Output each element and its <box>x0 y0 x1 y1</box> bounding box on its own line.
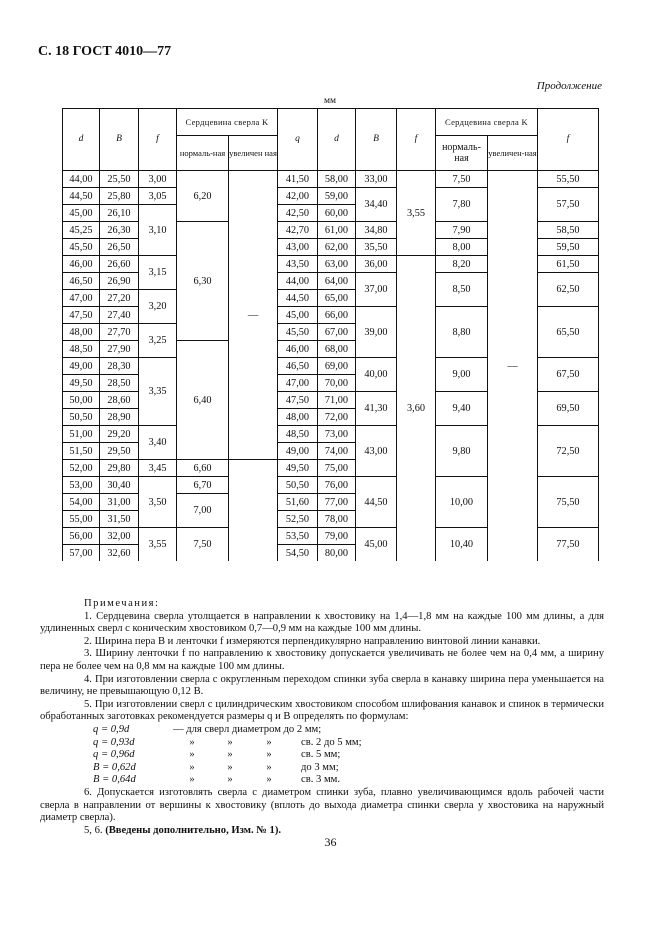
cell-f: 3,40 <box>139 426 177 460</box>
cell-f3: 55,50 <box>538 171 599 188</box>
cell-d: 56,00 <box>63 528 100 545</box>
col-q: q <box>278 109 318 171</box>
cell-d: 50,50 <box>63 409 100 426</box>
cell-q: 46,00 <box>278 341 318 358</box>
ditto-mark: » <box>227 774 233 786</box>
notes-section <box>40 598 604 837</box>
page-number: 36 <box>324 835 337 849</box>
cell-f: 3,15 <box>139 256 177 290</box>
cell-B: 28,30 <box>100 358 139 375</box>
formula-eq: B = 0,64d <box>93 774 136 786</box>
cell-d2: 68,00 <box>318 341 356 358</box>
cell-d: 52,00 <box>63 460 100 477</box>
drill-dimensions-table <box>62 108 599 561</box>
note-1: 1. Сердцевина сверла утолщается в направлении к хвостовику на 1,4—1,8 мм на каждые 100 мм длины, а для удлиненных сверл с коническим хвостовиком 0,7—0,9 мм на каждые 100 мм длины. <box>40 610 604 635</box>
note-3: 3. Ширину ленточки f по направлению к хвостовику допускается увеличивать не более чем на 0,4 мм, а ширину пера не более чем на 0,8 мм на каждые 100 мм длины. <box>40 648 604 672</box>
cell-f: 3,10 <box>139 205 177 256</box>
cell-f3: 58,50 <box>538 222 599 239</box>
cell-d: 49,50 <box>63 375 100 392</box>
units-label: мм <box>323 96 337 106</box>
cell-B2: 40,00 <box>356 358 397 392</box>
cell-f: 3,55 <box>139 528 177 562</box>
cell-d2: 71,00 <box>318 392 356 409</box>
cell-f2: 3,60 <box>397 256 436 562</box>
cell-f: 3,20 <box>139 290 177 324</box>
cell-k-normal: 6,70 <box>177 477 229 494</box>
formula-eq: q = 0,9d <box>93 723 130 735</box>
cell-f: 3,00 <box>139 171 177 188</box>
cell-B2: 34,80 <box>356 222 397 239</box>
cell-k2-normal: 7,50 <box>436 171 488 188</box>
cell-f3: 77,50 <box>538 528 599 562</box>
col-normal: нормаль-ная <box>177 136 229 171</box>
formula-eq: B = 0,62d <box>93 761 136 773</box>
cell-k-normal: 7,50 <box>177 528 229 562</box>
cell-q: 44,00 <box>278 273 318 290</box>
cell-k2-normal: 7,80 <box>436 188 488 222</box>
cell-q: 44,50 <box>278 290 318 307</box>
cell-B: 28,50 <box>100 375 139 392</box>
cell-d: 46,50 <box>63 273 100 290</box>
cell-B2: 34,40 <box>356 188 397 222</box>
cell-d2: 59,00 <box>318 188 356 205</box>
col-normal2: нормаль-ная <box>436 136 488 171</box>
cell-B: 25,50 <box>100 171 139 188</box>
cell-q: 52,50 <box>278 511 318 528</box>
cell-B2: 45,00 <box>356 528 397 562</box>
cell-q: 46,50 <box>278 358 318 375</box>
cell-d: 45,50 <box>63 239 100 256</box>
cell-f: 3,50 <box>139 477 177 528</box>
cell-k2-normal: 9,80 <box>436 426 488 477</box>
formula-row <box>40 749 604 762</box>
cell-f2: 3,55 <box>397 171 436 256</box>
formula-row <box>40 737 604 750</box>
cell-d: 47,50 <box>63 307 100 324</box>
cell-B: 31,50 <box>100 511 139 528</box>
cell-d: 55,00 <box>63 511 100 528</box>
note-5: 5. При изготовлении сверл с цилиндрическим хвостовиком способом шлифования канавок и спинок в термически обработанных заготовках рекомендуется размеры q и B определять по формулам: <box>40 698 604 723</box>
cell-f: 3,25 <box>139 324 177 358</box>
col-f: f <box>139 109 177 171</box>
cell-B2: 35,50 <box>356 239 397 256</box>
cell-d: 51,00 <box>63 426 100 443</box>
cell-q: 43,00 <box>278 239 318 256</box>
table-row <box>63 171 599 188</box>
ditto-mark: » <box>227 761 233 773</box>
cell-d2: 66,00 <box>318 307 356 324</box>
cell-k2-normal: 8,00 <box>436 239 488 256</box>
formula-cond: св. 3 мм. <box>301 774 341 786</box>
cell-d: 44,50 <box>63 188 100 205</box>
cell-q: 42,50 <box>278 205 318 222</box>
cell-B2: 36,00 <box>356 256 397 273</box>
cell-d2: 62,00 <box>318 239 356 256</box>
cell-q: 45,50 <box>278 324 318 341</box>
cell-d2: 76,00 <box>318 477 356 494</box>
note-4: 4. При изготовлении сверла с округленным переходом спинки зуба сверла в канавку ширина пера уменьшается на величину, не превышающую 0,12 B. <box>40 673 604 698</box>
cell-B: 27,20 <box>100 290 139 307</box>
formula-cond: св. 5 мм; <box>301 749 341 761</box>
ditto-mark: » <box>266 749 272 761</box>
cell-k2-normal: 8,80 <box>436 307 488 358</box>
cell-k-increased-empty <box>229 460 278 562</box>
cell-d: 53,00 <box>63 477 100 494</box>
cell-B2: 33,00 <box>356 171 397 188</box>
cell-d2: 73,00 <box>318 426 356 443</box>
cell-d: 57,00 <box>63 545 100 562</box>
cell-B: 32,00 <box>100 528 139 545</box>
cell-B2: 39,00 <box>356 307 397 358</box>
formula-cond: — для сверл диаметром до 2 мм; <box>173 723 322 735</box>
note-7-number: 5, 6. <box>84 824 103 836</box>
cell-q: 49,00 <box>278 443 318 460</box>
cell-d: 51,50 <box>63 443 100 460</box>
cell-B2: 43,00 <box>356 426 397 477</box>
cell-f: 3,45 <box>139 460 177 477</box>
cell-f3: 72,50 <box>538 426 599 477</box>
ditto-mark: » <box>266 774 272 786</box>
cell-d2: 78,00 <box>318 511 356 528</box>
cell-k2-normal: 8,50 <box>436 273 488 307</box>
formula-cond: до 3 мм; <box>301 761 339 773</box>
cell-d2: 63,00 <box>318 256 356 273</box>
cell-d: 54,00 <box>63 494 100 511</box>
cell-B: 27,70 <box>100 324 139 341</box>
cell-d2: 64,00 <box>318 273 356 290</box>
cell-k2-normal: 10,40 <box>436 528 488 562</box>
cell-d2: 60,00 <box>318 205 356 222</box>
cell-q: 48,00 <box>278 409 318 426</box>
cell-q: 50,50 <box>278 477 318 494</box>
cell-d2: 69,00 <box>318 358 356 375</box>
continuation-label: Продолжение <box>536 80 602 92</box>
cell-d2: 65,00 <box>318 290 356 307</box>
cell-B2: 41,30 <box>356 392 397 426</box>
table-header <box>63 109 599 171</box>
cell-d2: 72,00 <box>318 409 356 426</box>
cell-f3: 75,50 <box>538 477 599 528</box>
table-body <box>63 171 599 562</box>
cell-k2-normal: 9,00 <box>436 358 488 392</box>
cell-d2: 67,00 <box>318 324 356 341</box>
note-7-text: (Введены дополнительно, Изм. № 1). <box>105 824 282 836</box>
cell-q: 48,50 <box>278 426 318 443</box>
cell-d2: 80,00 <box>318 545 356 562</box>
cell-f3: 65,50 <box>538 307 599 358</box>
cell-d2: 79,00 <box>318 528 356 545</box>
col-f2: f <box>397 109 436 171</box>
notes-title: Примечания: <box>84 598 160 609</box>
formula-eq: q = 0,96d <box>93 749 135 761</box>
cell-q: 51,60 <box>278 494 318 511</box>
cell-f3: 61,50 <box>538 256 599 273</box>
cell-B: 30,40 <box>100 477 139 494</box>
ditto-mark: » <box>227 749 233 761</box>
cell-B2: 37,00 <box>356 273 397 307</box>
cell-d2: 74,00 <box>318 443 356 460</box>
cell-B: 25,80 <box>100 188 139 205</box>
col-core: Сердцевина сверла K <box>177 109 278 136</box>
col-f3: f <box>538 109 599 171</box>
cell-B: 26,10 <box>100 205 139 222</box>
cell-d2: 61,00 <box>318 222 356 239</box>
cell-B: 26,60 <box>100 256 139 273</box>
cell-B: 26,50 <box>100 239 139 256</box>
ditto-mark: » <box>266 761 272 773</box>
cell-B: 29,20 <box>100 426 139 443</box>
cell-f: 3,35 <box>139 358 177 426</box>
ditto-mark: » <box>189 736 195 748</box>
note-2: 2. Ширина пера B и ленточки f измеряются перпендикулярно направлению винтовой линии канавки. <box>84 635 541 647</box>
cell-d: 49,00 <box>63 358 100 375</box>
cell-k2-normal: 8,20 <box>436 256 488 273</box>
formula-cond: св. 2 до 5 мм; <box>301 736 362 748</box>
ditto-mark: » <box>266 736 272 748</box>
ditto-mark: » <box>189 774 195 786</box>
ditto-mark: » <box>189 761 195 773</box>
cell-B: 29,80 <box>100 460 139 477</box>
cell-k-normal: 6,40 <box>177 341 229 460</box>
note-6: 6. Допускается изготовлять сверла с диаметром спинки зуба, плавно увеличивающимся вдоль рабочей части сверла в направлении от вершины к хвостовику (вплоть до выхода диаметра спинки сверла у хвостовика на наружный диаметр сверла). <box>40 786 604 824</box>
cell-d2: 77,00 <box>318 494 356 511</box>
cell-k2-normal: 7,90 <box>436 222 488 239</box>
col-core2: Сердцевина сверла K <box>436 109 538 136</box>
cell-q: 53,50 <box>278 528 318 545</box>
cell-q: 49,50 <box>278 460 318 477</box>
col-d: d <box>63 109 100 171</box>
cell-B: 26,30 <box>100 222 139 239</box>
cell-k2-normal: 10,00 <box>436 477 488 528</box>
cell-d2: 75,00 <box>318 460 356 477</box>
col-increased: увеличен ная <box>229 136 278 171</box>
ditto-mark: » <box>227 736 233 748</box>
cell-d: 48,00 <box>63 324 100 341</box>
col-B: B <box>100 109 139 171</box>
cell-k-increased: — <box>229 171 278 460</box>
cell-d: 45,25 <box>63 222 100 239</box>
cell-d2: 58,00 <box>318 171 356 188</box>
col-increased2: увеличен-ная <box>488 136 538 171</box>
page-header: С. 18 ГОСТ 4010—77 <box>38 44 172 59</box>
cell-q: 45,00 <box>278 307 318 324</box>
cell-d: 48,50 <box>63 341 100 358</box>
cell-B: 31,00 <box>100 494 139 511</box>
cell-d2: 70,00 <box>318 375 356 392</box>
cell-d: 45,00 <box>63 205 100 222</box>
cell-d: 46,00 <box>63 256 100 273</box>
cell-f3: 57,50 <box>538 188 599 222</box>
cell-B: 28,60 <box>100 392 139 409</box>
cell-q: 41,50 <box>278 171 318 188</box>
cell-k-normal: 6,20 <box>177 171 229 222</box>
cell-k2-increased: — <box>488 171 538 562</box>
cell-d: 47,00 <box>63 290 100 307</box>
cell-q: 47,50 <box>278 392 318 409</box>
cell-k2-normal: 9,40 <box>436 392 488 426</box>
formula-row <box>40 762 604 775</box>
cell-k-normal: 6,30 <box>177 222 229 341</box>
cell-q: 54,50 <box>278 545 318 562</box>
col-B2: B <box>356 109 397 171</box>
cell-f3: 59,50 <box>538 239 599 256</box>
cell-d: 50,00 <box>63 392 100 409</box>
cell-B: 32,60 <box>100 545 139 562</box>
cell-k-normal: 6,60 <box>177 460 229 477</box>
formula-row <box>40 774 604 787</box>
formula-eq: q = 0,93d <box>93 736 135 748</box>
cell-B2: 44,50 <box>356 477 397 528</box>
ditto-mark: » <box>189 749 195 761</box>
formula-row <box>40 724 604 737</box>
cell-q: 47,00 <box>278 375 318 392</box>
cell-B: 28,90 <box>100 409 139 426</box>
cell-q: 42,00 <box>278 188 318 205</box>
cell-f: 3,05 <box>139 188 177 205</box>
cell-B: 27,90 <box>100 341 139 358</box>
cell-B: 29,50 <box>100 443 139 460</box>
cell-q: 42,70 <box>278 222 318 239</box>
cell-f3: 69,50 <box>538 392 599 426</box>
cell-f3: 62,50 <box>538 273 599 307</box>
col-d2: d <box>318 109 356 171</box>
cell-B: 26,90 <box>100 273 139 290</box>
cell-f3: 67,50 <box>538 358 599 392</box>
cell-d: 44,00 <box>63 171 100 188</box>
cell-B: 27,40 <box>100 307 139 324</box>
cell-q: 43,50 <box>278 256 318 273</box>
cell-k-normal: 7,00 <box>177 494 229 528</box>
